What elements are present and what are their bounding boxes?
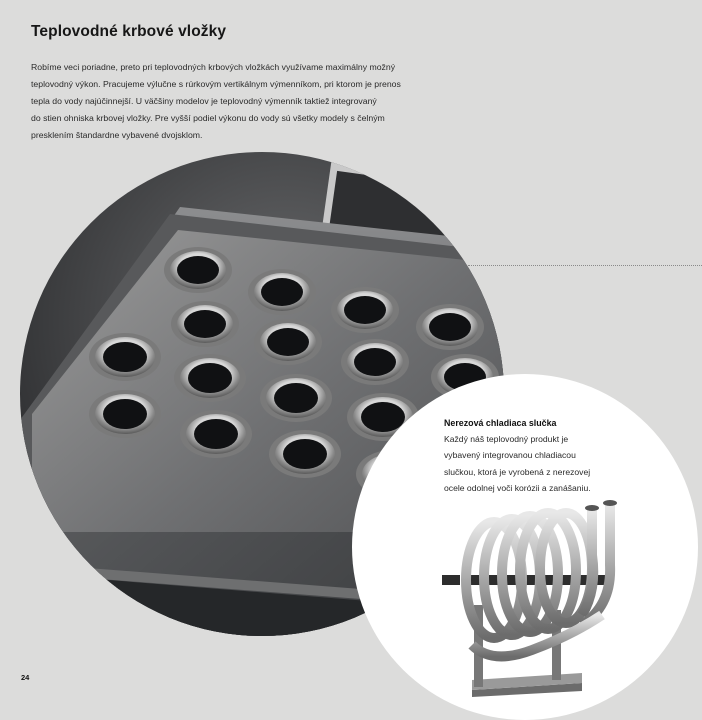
coil-line: ocele odolnej voči korózii a zanášaniu. <box>444 483 591 494</box>
coil-line: vybavený integrovanou chladiacou <box>444 450 576 461</box>
intro-line: teplovodný výkon. Pracujeme výlučne s rúrkovým vertikálnym výmenníkom, pri ktorom je prenos <box>31 79 401 90</box>
coil-description <box>444 431 644 497</box>
intro-line: Robíme veci poriadne, preto pri teplovodných krbových vložkách využívame maximálny možný <box>31 62 396 72</box>
intro-line: do stien ohniska krbovej vložky. Pre vyšší podiel výkonu do vody sú všetky modely s čelným <box>31 113 385 124</box>
intro-line: tepla do vody najúčinnejší. U väčšiny modelov je teplovodný výmenník taktiež integrovaný <box>31 96 377 107</box>
page-title: Teplovodné krbové vložky <box>31 23 227 40</box>
page-number: 24 <box>21 673 30 682</box>
coil-line: slučkou, ktorá je vyrobená z nerezovej <box>444 466 591 477</box>
intro-line: presklením štandardne vybavené dvojsklom. <box>31 130 203 141</box>
intro-paragraph <box>31 59 471 144</box>
coil-line: Každý náš teplovodný produkt je <box>444 434 569 444</box>
cooling-loop-image <box>432 495 632 700</box>
coil-heading: Nerezová chladiaca slučka <box>444 418 557 428</box>
